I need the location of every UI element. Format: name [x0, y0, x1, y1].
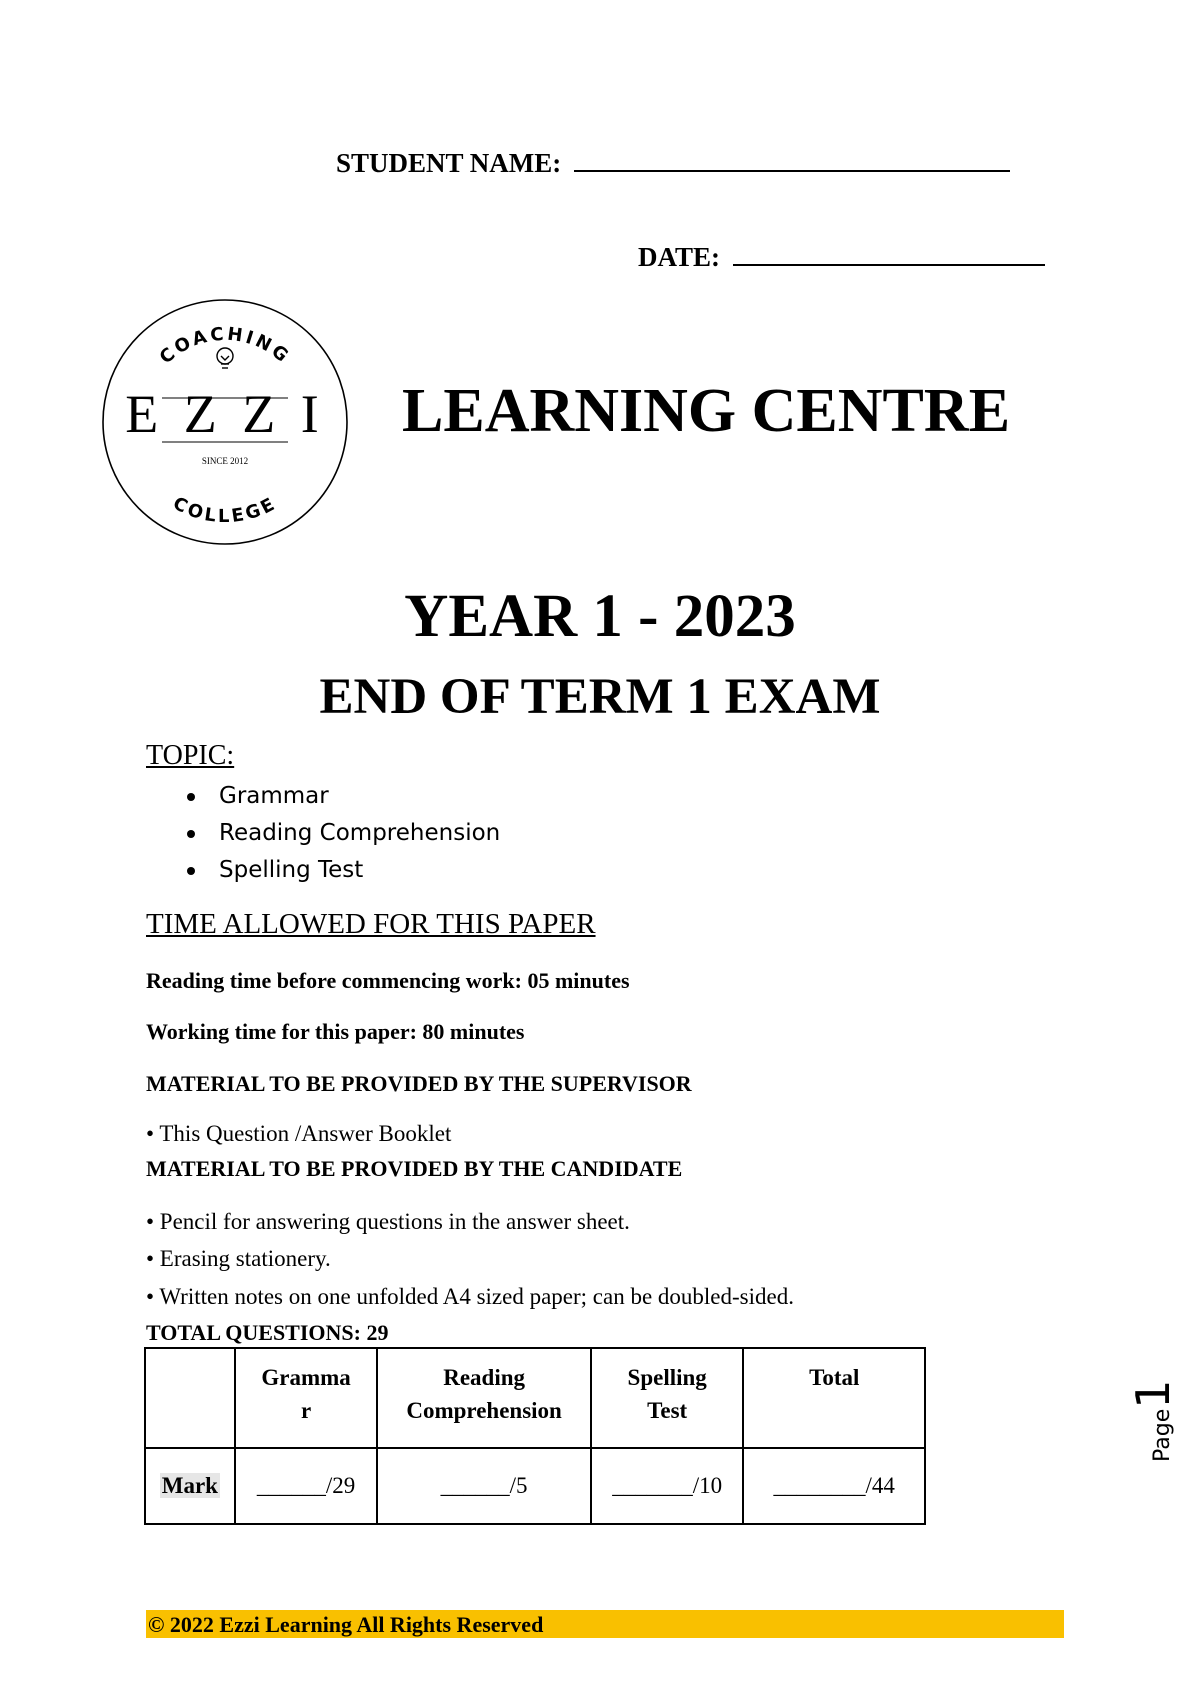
working-time: Working time for this paper: 80 minutes	[146, 1019, 525, 1044]
grammar-header: Gramma r	[235, 1348, 378, 1448]
student-name-field	[336, 148, 1010, 179]
page-word: Page	[1150, 1408, 1175, 1462]
candidate-item: • Written notes on one unfolded A4 sized paper; can be doubled-sided.	[146, 1284, 794, 1309]
reading-header: Reading Comprehension	[377, 1348, 591, 1448]
candidate-heading: MATERIAL TO BE PROVIDED BY THE CANDIDATE	[146, 1156, 683, 1181]
spelling-header: Spelling Test	[591, 1348, 744, 1448]
centre-title: LEARNING CENTRE	[402, 377, 1011, 445]
supervisor-item: • This Question /Answer Booklet	[146, 1121, 452, 1146]
time-allowed-heading: TIME ALLOWED FOR THIS PAPER	[146, 908, 596, 940]
student-name-blank[interactable]	[574, 148, 1010, 172]
reading-mark-cell[interactable]: ______/5	[377, 1448, 591, 1524]
topic-list	[146, 778, 500, 889]
student-name-label: STUDENT NAME:	[336, 148, 562, 178]
total-questions: TOTAL QUESTIONS: 29	[146, 1320, 389, 1345]
logo-top-arc-text: COACHING	[155, 323, 295, 369]
list-item: Grammar	[146, 778, 500, 815]
candidate-item: • Pencil for answering questions in the answer sheet.	[146, 1209, 630, 1234]
spelling-mark-cell[interactable]: _______/10	[591, 1448, 744, 1524]
logo-bottom-arc-text: COLLEGE	[169, 492, 281, 528]
year-title: YEAR 1 - 2023	[404, 583, 796, 650]
total-mark-cell[interactable]: ________/44	[743, 1448, 925, 1524]
total-header: Total	[743, 1348, 925, 1448]
table-header-row	[145, 1348, 925, 1448]
supervisor-heading: MATERIAL TO BE PROVIDED BY THE SUPERVISOR	[146, 1071, 692, 1096]
ezzi-logo	[96, 298, 354, 546]
grammar-mark-cell[interactable]: ______/29	[235, 1448, 378, 1524]
table-row	[145, 1448, 925, 1524]
table-corner-cell	[145, 1348, 235, 1448]
list-item: Reading Comprehension	[146, 815, 500, 852]
candidate-item: • Erasing stationery.	[146, 1246, 331, 1271]
lightbulb-icon	[217, 348, 233, 368]
logo-since: SINCE 2012	[201, 456, 249, 466]
exam-title: END OF TERM 1 EXAM	[319, 669, 881, 725]
copyright-footer: © 2022 Ezzi Learning All Rights Reserved	[148, 1612, 544, 1637]
page-number-label	[1126, 1379, 1180, 1462]
topic-heading: TOPIC:	[146, 740, 235, 771]
logo-letters: E Z Z I	[125, 384, 325, 444]
date-field	[638, 242, 1045, 273]
marks-table	[144, 1347, 926, 1525]
list-item: Spelling Test	[146, 852, 500, 889]
mark-row-label: Mark	[145, 1448, 235, 1524]
date-label: DATE:	[638, 242, 721, 272]
reading-time: Reading time before commencing work: 05 minutes	[146, 968, 630, 993]
page-number: 1	[1126, 1379, 1180, 1409]
date-blank[interactable]	[733, 242, 1045, 266]
